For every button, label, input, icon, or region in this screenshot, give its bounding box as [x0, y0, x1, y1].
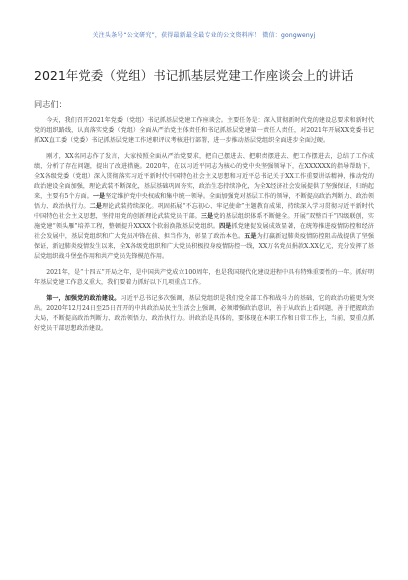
paragraph-4-heading: 第一，加强党的政治建设。 [46, 295, 121, 302]
greeting: 同志们： [34, 99, 67, 109]
paragraph-2-text: 刚才，XX名同志作了发言，大家按照全面从严治党要求，把自己摆进去、把职责摆进去、把工作摆进去，总结了工作成绩，分析了存在问题，提出了改进措施。2020年，在以习近平同志为核心的党中央坚强领导下，在XXXXXX的指导帮助下，全X各级党委（党组）深入贯彻落实习近平新时代中国特色社会主义思想和习近平总书记关于XX工作重要讲话精神，推动党的政治建设全面加强，理论武装不断深化，基层基础巩固夯实，政治生态持续净化，为全X经济社会发展提供了坚强保证，归纳起来，主要有5个方面。 [34, 153, 374, 200]
header-banner-area [0, 0, 408, 62]
paragraph-2-text-e: 抓党建促发展成效显著，在统筹推进疫情防控和经济社会发展中，基层党组织和广大党员冲锋在前、担当作为，彰显了政治本色。 [34, 223, 375, 240]
paragraph-2-bold-3: 三是 [200, 213, 214, 220]
paragraph-2-text-f: 为打赢新冠肺炎疫情防控阻击战提供了坚强保证，新冠肺炎疫情发生以来，全X各级党组织和广大党员积极投身疫情防控一线，XX万名党员捐款X.XX亿元，充分发挥了基层党组织战斗堡垒作用和共产党员先锋模范作用。 [34, 233, 375, 260]
paragraph-2-bold-5: 五是 [244, 233, 257, 240]
paragraph-2-bold-1: 一是 [92, 193, 106, 200]
paragraph-2 [34, 152, 374, 262]
paragraph-2-bold-2: 二是 [89, 203, 102, 210]
paragraph-2-text-c: 理论武装持续深化。巩固拓展“不忘初心、牢记使命”主题教育成果，持续深入学习贯彻习近平新时代中国特色社会主义思想，坚持用党的创新理论武装党员干部。 [34, 203, 375, 220]
paragraph-4 [34, 294, 374, 334]
header-banner[interactable]: 关注头条号“公文研究”，获得最新最全最专业的公文资料库！ 微信：gongwenyj [92, 32, 316, 39]
paragraph-3: 2021年，是“十四五”开局之年，是中国共产党成立100周年，也是我国现代化建设进程中具有特殊重要性的一年。抓好明年基层党建工作意义重大，我们要着力抓好以下几项重点工作。 [34, 269, 374, 286]
paragraph-1: 今天，我们召开2021年党委（党组）书记抓基层党建工作座谈会。主要任务是：深入贯彻新时代党的建设总要求和新时代党的组织路线，认真落实党委（党组）全面从严治党主体责任和书记抓基层党建第一责任人责任，对2021年开展XX党委书记抓XX直工委（党委）书记抓基层党建工作述职评议考核进行部署，进一步推动基层党组织全面进步全面过硬。 [34, 117, 374, 144]
document-title: 2021年党委（党组）书记抓基层党建工作座谈会上的讲话 [34, 68, 354, 83]
paragraph-2-bold-4: 四是 [219, 223, 232, 230]
paragraph-2-text-d: 党的基层组织体系不断健全。开展“双整百千”四级联创，实施党建“领头雁”培养工程，整顿提升XXXX个软弱涣散基层党组织。 [34, 213, 375, 230]
paragraph-2-text-b: 坚定维护党中央权威和集中统一领导。全面加强党对基层工作的领导，不断提高政治判断力、政治领悟力、政治执行力。 [34, 193, 375, 210]
paragraph-4-text: 习近平总书记多次强调，基层党组织是我们党全部工作和战斗力的基础，它的政治功能更为突出。2020年12月24日至25日召开的中共政治局民主生活会上强调，必须增强政治意识，善于从政治上看问题，善于把握政治大局，不断提高政治判断力、政治领悟力、政治执行力。讲政治是具体的，要体现在本职工作和日常工作上，当前，要重点抓好党员干部思想政治建设。 [34, 295, 375, 332]
document-page [34, 66, 374, 334]
